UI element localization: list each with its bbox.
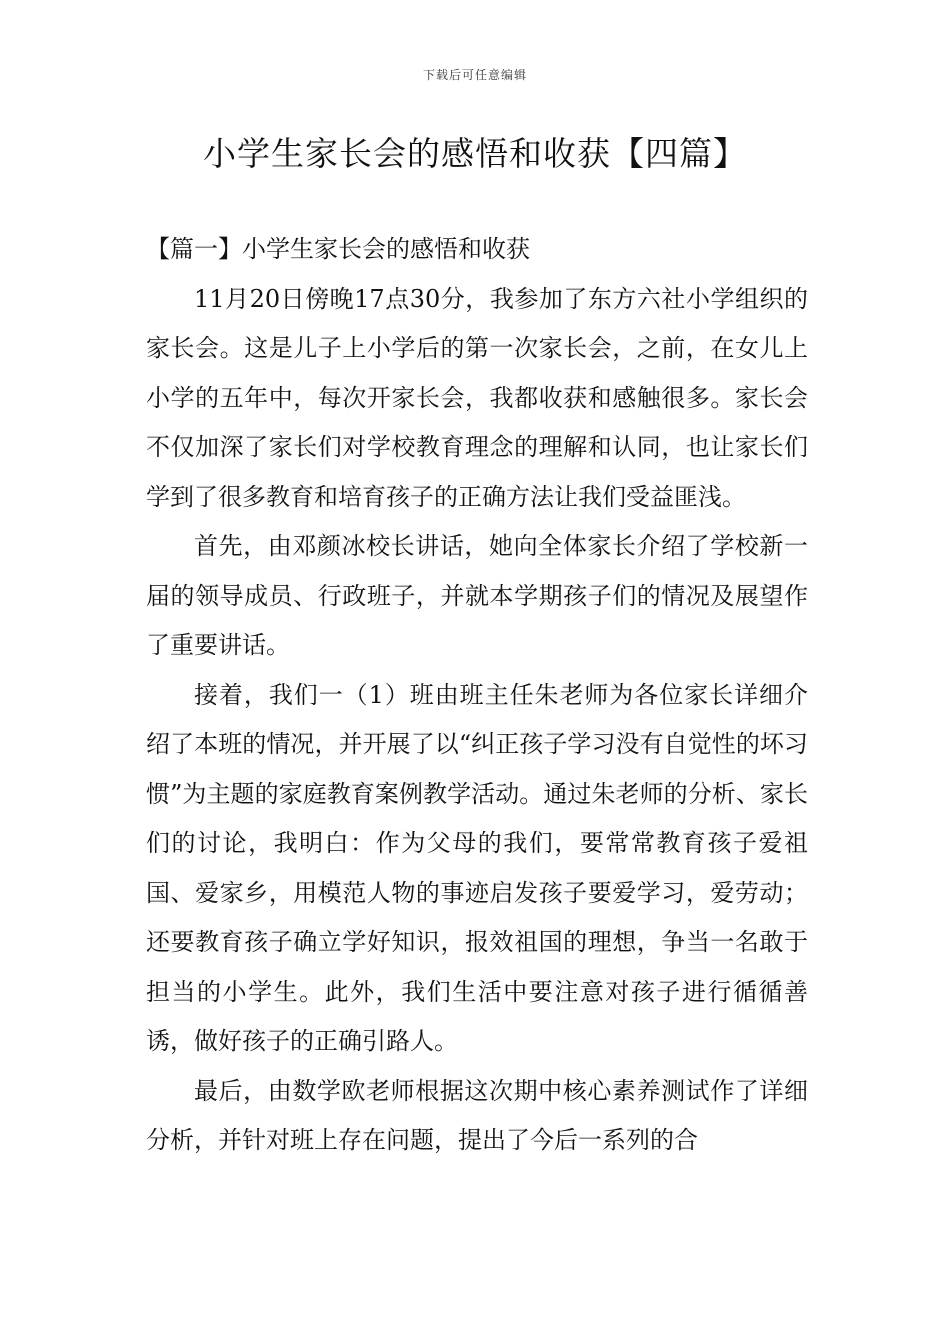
document-title: 小学生家长会的感悟和收获【四篇】 (203, 134, 747, 173)
section-heading: 【篇一】小学生家长会的感悟和收获 (146, 235, 530, 263)
document-body (146, 225, 808, 1166)
header-note: 下载后可任意编辑 (422, 68, 527, 82)
paragraph-2: 首先，由邓颜冰校长讲话，她向全体家长介绍了学校新一届的领导成员、行政班子，并就本学期孩子们的情况及展望作了重要讲话。 (146, 532, 808, 659)
paragraph-1: 11月20日傍晚17点30分，我参加了东方六社小学组织的家长会。这是儿子上小学后的第一次家长会，之前，在女儿上小学的五年中，每次开家长会，我都收获和感触很多。家长会不仅加深了家长们对学校教育理念的理解和认同，也让家长们学到了很多教育和培育孩子的正确方法让我们受益匪浅。 (146, 284, 808, 511)
paragraph-4: 最后，由数学欧老师根据这次期中核心素养测试作了详细分析，并针对班上存在问题，提出了今后一系列的合 (146, 1076, 808, 1154)
paragraph-3: 接着，我们一（1）班由班主任朱老师为各位家长详细介绍了本班的情况，并开展了以“纠正孩子学习没有自觉性的坏习惯”为主题的家庭教育案例教学活动。通过朱老师的分析、家长们的讨论，我明白：作为父母的我们，要常常教育孩子爱祖国、爱家乡，用模范人物的事迹启发孩子要爱学习，爱劳动；还要教育孩子确立学好知识，报效祖国的理想，争当一名敢于担当的小学生。此外，我们生活中要注意对孩子进行循循善诱，做好孩子的正确引路人。 (146, 680, 808, 1055)
